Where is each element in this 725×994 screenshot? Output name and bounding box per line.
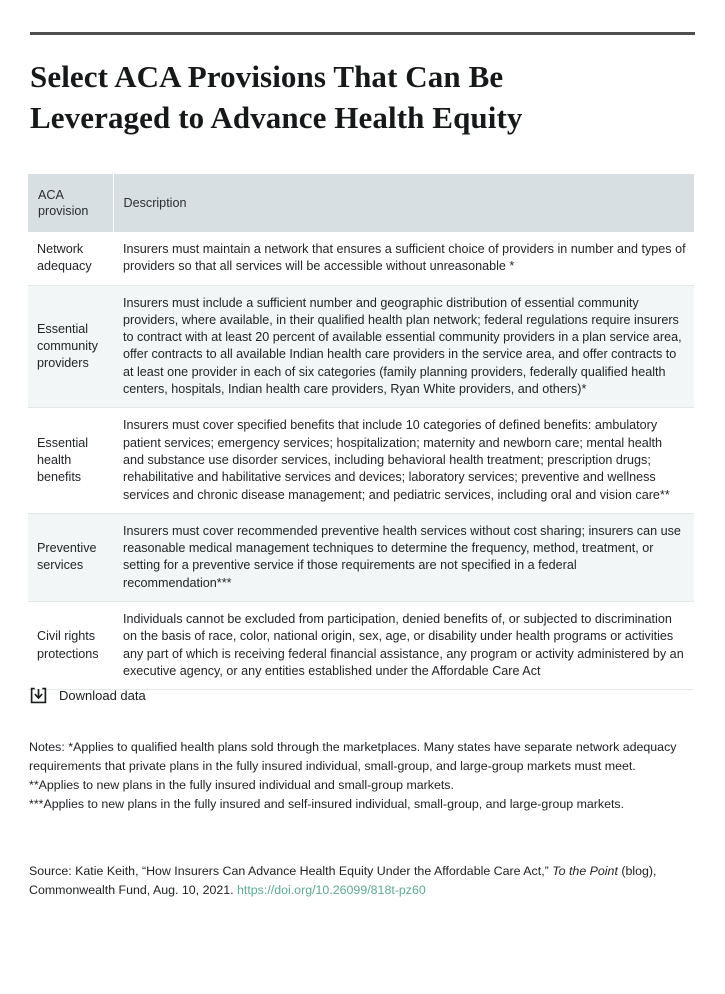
table-row (28, 408, 694, 513)
table-row (28, 232, 694, 285)
cell-provision: Civil rights protections (28, 602, 113, 690)
page-title-text: Select ACA Provisions That Can Be Leveraged to Advance Health Equity (30, 59, 523, 135)
download-data-button[interactable] (29, 686, 146, 705)
table-row (28, 602, 694, 690)
download-data-label: Download data (59, 688, 146, 703)
note-line-1: Notes: *Applies to qualified health plans sold through the marketplaces. Many states have separate network adequacy requirements that private plans in the fully insured individual, small-group, and large-group markets must meet. (29, 740, 677, 773)
aca-provisions-table (28, 174, 694, 690)
notes-block (29, 738, 685, 814)
cell-description: Insurers must cover recommended preventive health services without cost sharing; insurers can use reasonable medical management techniques to determine the frequency, method, treatment, or setting for a preventive service if those requirements are not specified in a federal recommendation*** (113, 513, 694, 601)
source-block (29, 862, 685, 900)
page-title (30, 56, 650, 138)
cell-description: Insurers must cover specified benefits that include 10 categories of defined benefits: ambulatory patient services; emergency services; hospitalization; maternity and newborn care; mental health and substance use disorder services, including behavioral health treatment; prescription drugs; rehabilitative and habilitative services and devices; laboratory services; preventive and wellness services and chronic disease management; and pediatric services, including oral and vision care** (113, 408, 694, 513)
table-header-row (28, 174, 694, 232)
cell-provision: Essential community providers (28, 285, 113, 408)
note-line-3: ***Applies to new plans in the fully insured and self-insured individual, small-group, and large-group markets. (29, 797, 625, 811)
column-header-description: Description (113, 174, 694, 232)
cell-description: Individuals cannot be excluded from participation, denied benefits of, or subjected to discrimination on the basis of race, color, national origin, sex, age, or disability under health programs or activities any part of which is receiving federal financial assistance, any program or activity administered by an executive agency, or any entities established under the Affordable Care Act (113, 602, 694, 690)
table-row (28, 285, 694, 408)
table-row (28, 513, 694, 601)
cell-description: Insurers must include a sufficient number and geographic distribution of essential community providers, where available, in their qualified health plan network; federal regulations require insurers to contract with at least 20 percent of available essential community providers in a plan service area, offer contracts to all available Indian health care providers in the service area, and offer contracts to at least one provider in each of six categories (family planning providers, federally qualified health centers, hospitals, Indian health care providers, Ryan White providers, and others)* (113, 285, 694, 408)
source-prefix: Source: Katie Keith, “How Insurers Can Advance Health Equity Under the Affordable Care Act,” (29, 864, 553, 878)
cell-provision: Network adequacy (28, 232, 113, 285)
source-publication: To the Point (552, 864, 618, 878)
source-doi-link[interactable]: https://doi.org/10.26099/818t-pz60 (237, 883, 426, 897)
table-header (28, 174, 694, 232)
source-middle: (blog), Commonwealth Fund, Aug. 10, 2021. (29, 864, 657, 897)
cell-description: Insurers must maintain a network that ensures a sufficient choice of providers in number and types of providers so that all services will be accessible without unreasonable * (113, 232, 694, 285)
aca-provisions-table-wrapper (28, 174, 694, 690)
top-divider (30, 32, 695, 35)
column-header-provision: ACA provision (28, 174, 113, 232)
note-line-2: **Applies to new plans in the fully insured individual and small-group markets. (29, 778, 454, 792)
cell-provision: Preventive services (28, 513, 113, 601)
table-body (28, 232, 694, 690)
cell-provision: Essential health benefits (28, 408, 113, 513)
download-tray-icon (29, 686, 48, 705)
